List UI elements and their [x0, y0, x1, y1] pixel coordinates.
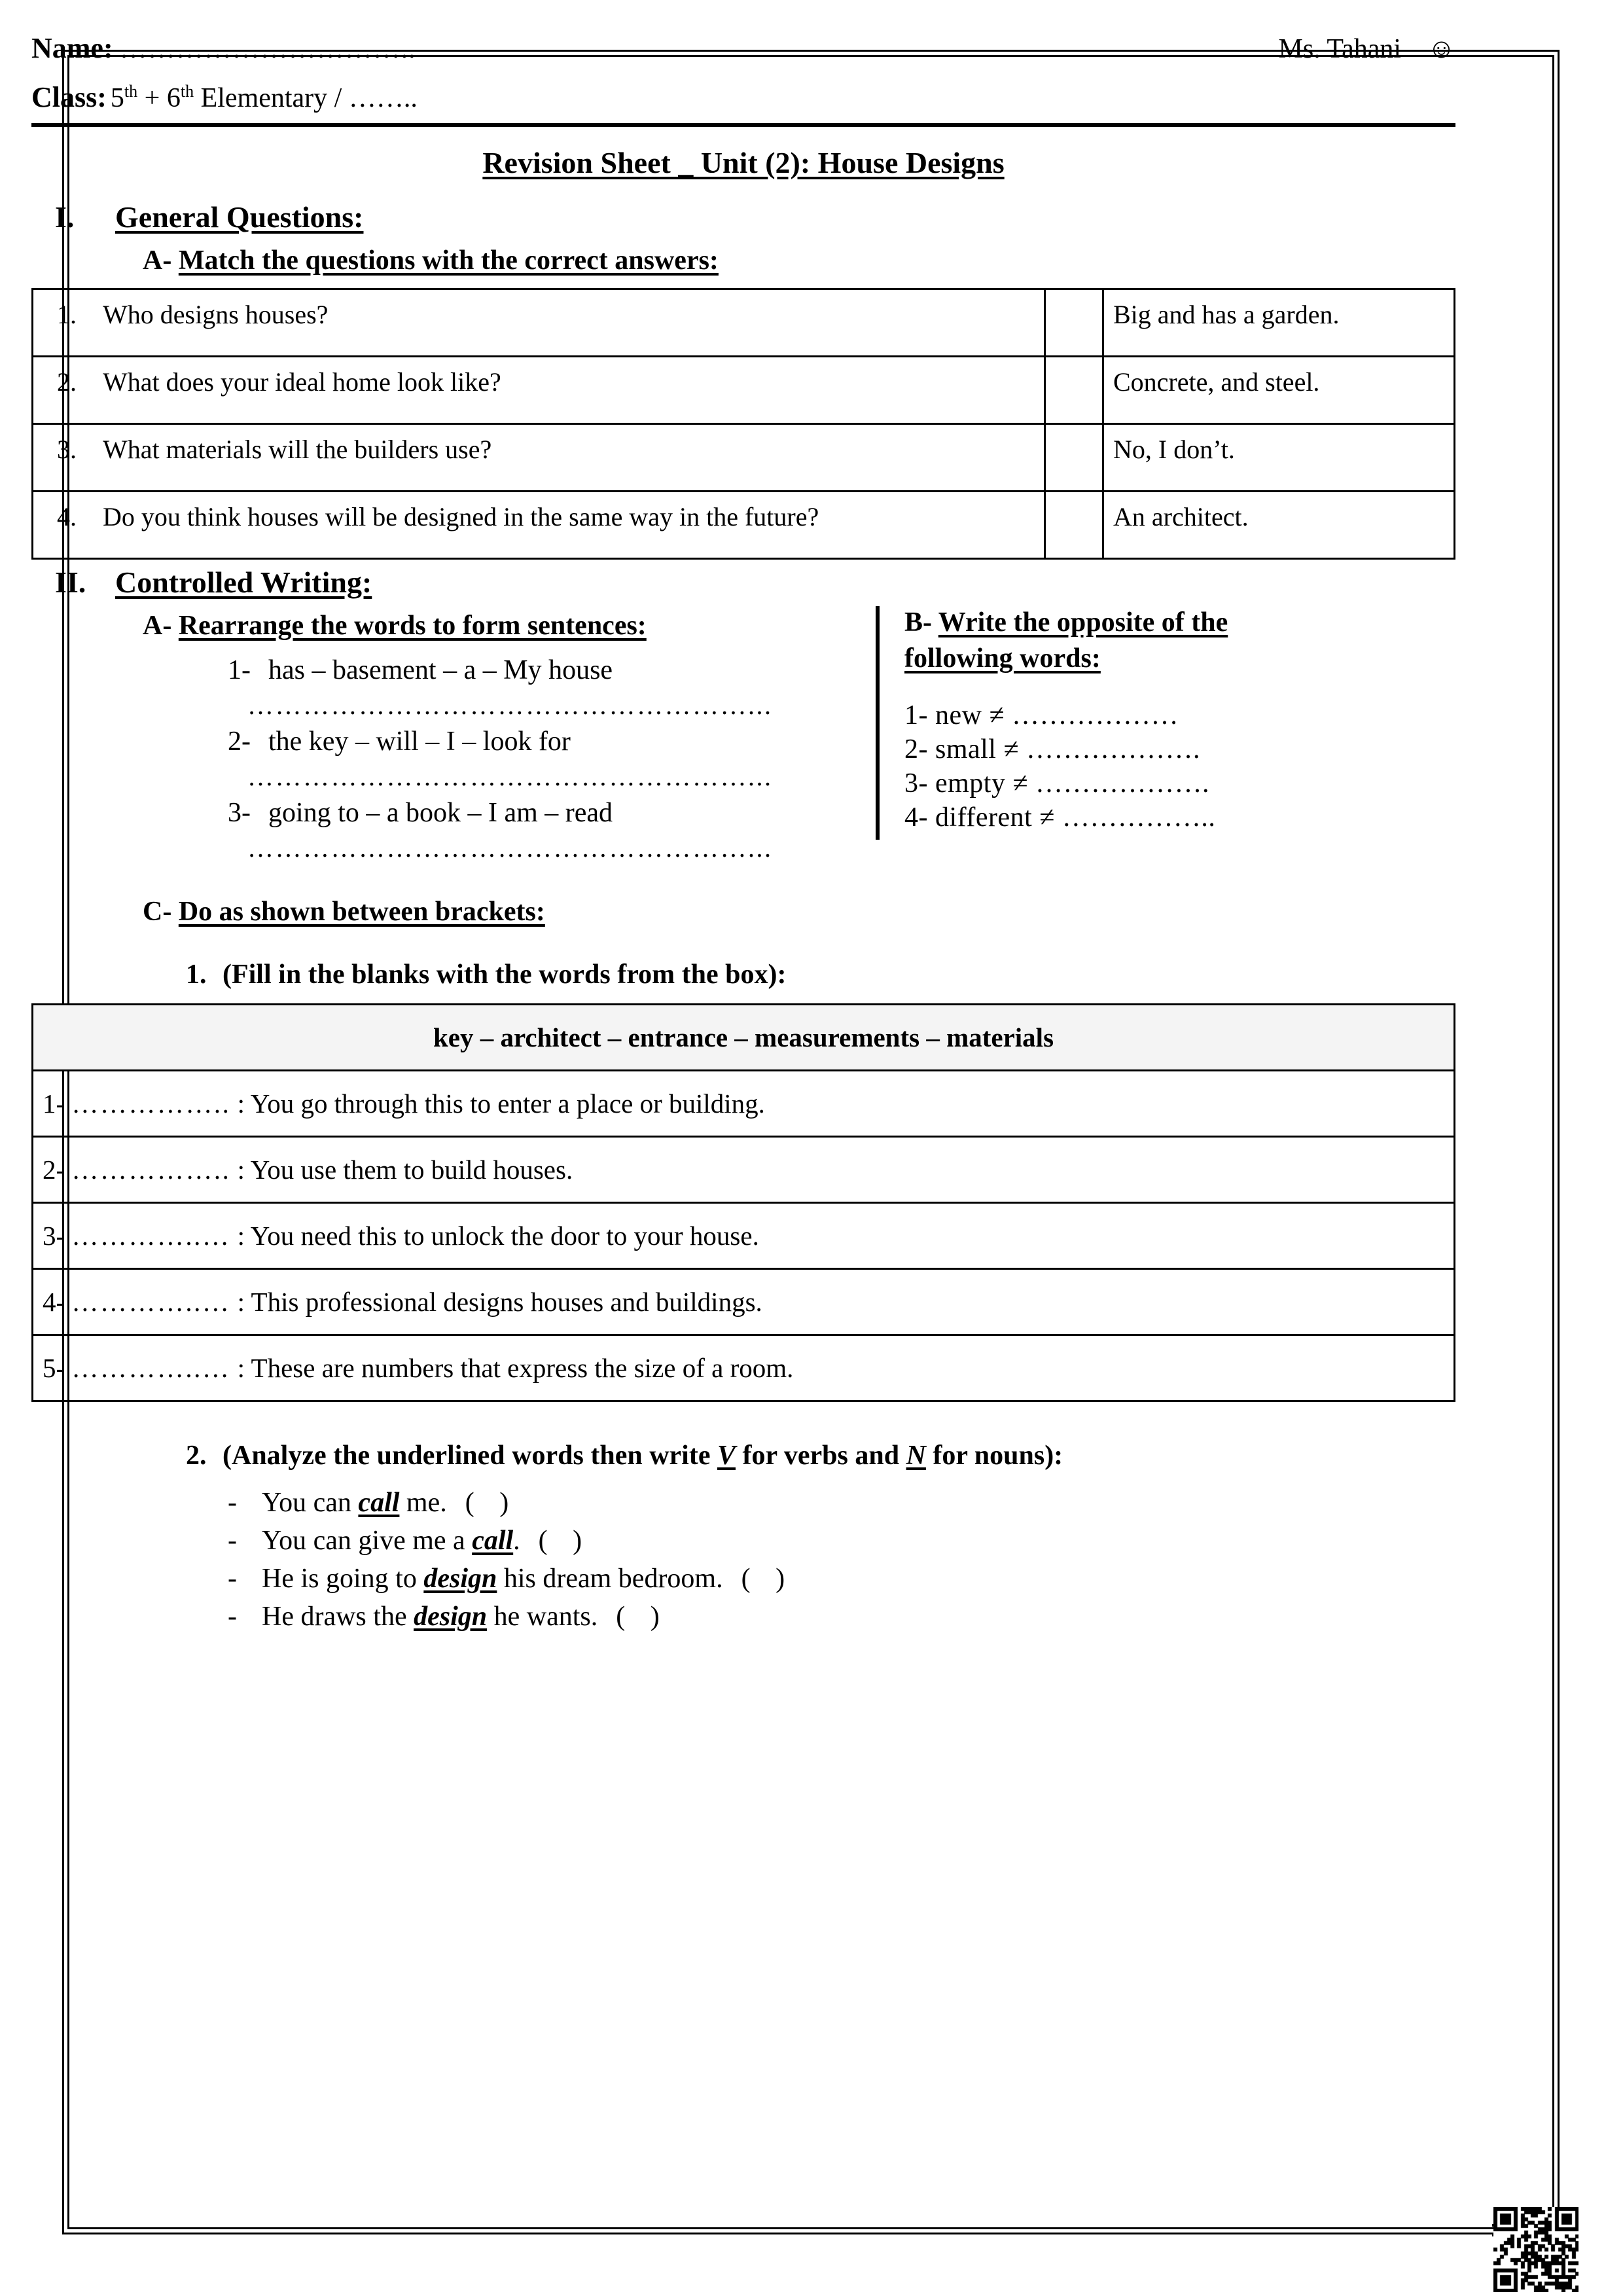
row-number: 3- — [43, 1221, 65, 1251]
blank-definition-cell — [33, 1071, 1455, 1137]
header-name-row — [31, 0, 1455, 65]
question-text: What does your ideal home look like? — [103, 367, 501, 397]
name-field-group — [31, 31, 416, 65]
opposites-column — [880, 600, 1455, 863]
sentence-post: me. — [399, 1488, 447, 1518]
part-b-text-line1: Write the opposite of the — [938, 607, 1228, 637]
answer-blank-cell[interactable] — [1045, 424, 1103, 492]
matching-table — [31, 288, 1455, 560]
section-2-part-b-heading — [904, 605, 1455, 677]
qr-code-icon — [1493, 2207, 1578, 2292]
question-text: What materials will the builders use? — [103, 435, 492, 464]
part-a-text: Match the questions with the correct answers: — [178, 245, 719, 276]
blank-dots[interactable]: …………….. — [71, 1155, 231, 1185]
answer-blank-cell[interactable] — [1045, 289, 1103, 357]
sentence-pre: He is going to — [262, 1564, 424, 1594]
smiley-icon: ☺ — [1427, 34, 1455, 64]
underlined-word: call — [472, 1526, 514, 1556]
class-rest[interactable]: Elementary / …….. — [194, 83, 418, 113]
class-label: Class: — [31, 81, 107, 113]
definition-text: : You need this to unlock the door to your house. — [237, 1221, 759, 1251]
answer-parentheses[interactable]: ( ) — [616, 1602, 669, 1632]
sentence — [262, 1563, 723, 1594]
class-ordinal-b: th — [180, 82, 194, 101]
class-plus: + — [137, 83, 167, 113]
blank-definition-cell — [33, 1335, 1455, 1401]
list-item — [31, 1480, 1455, 1518]
controlled-writing-columns — [31, 600, 1455, 863]
dash-bullet-icon: - — [228, 1602, 237, 1632]
blank-dots[interactable]: …………..… — [71, 1221, 231, 1251]
answer-cell: No, I don’t. — [1103, 424, 1455, 492]
blank-dots[interactable]: …………..… — [71, 1287, 231, 1317]
header-class-row — [31, 65, 1455, 114]
part-a-label: A- — [143, 245, 179, 276]
verb-marker: V — [717, 1441, 736, 1471]
list-item — [31, 1556, 1455, 1594]
definition-text: : You go through this to enter a place or building. — [237, 1088, 765, 1119]
noun-marker: N — [906, 1441, 926, 1471]
sentence — [262, 1487, 447, 1518]
row-number: 1- — [43, 1088, 65, 1119]
question-number: 2. — [57, 367, 77, 397]
opposites-list — [904, 677, 1455, 833]
section-heading-1 — [31, 194, 1455, 234]
question-cell — [33, 357, 1045, 424]
list-item — [31, 1594, 1455, 1632]
analyze-text-part3: for nouns): — [925, 1441, 1063, 1471]
answer-cell: Big and has a garden. — [1103, 289, 1455, 357]
sentence — [262, 1601, 597, 1632]
list-item[interactable]: 1- new ≠ ……………… — [904, 700, 1179, 730]
section-1-part-a-heading — [31, 234, 1455, 284]
answer-cell: Concrete, and steel. — [1103, 357, 1455, 424]
question-number: 3. — [57, 435, 77, 464]
question-number: 4. — [57, 502, 77, 531]
list-item — [31, 721, 876, 757]
class-ordinal-a: th — [124, 82, 138, 101]
list-item — [31, 792, 876, 829]
table-row — [33, 424, 1455, 492]
answer-line[interactable]: ………………………………………………... — [247, 691, 773, 720]
analyze-text-part1: (Analyze the underlined words then write — [223, 1441, 717, 1471]
sentence-pre: You can give me a — [262, 1526, 473, 1556]
item-number: 3- — [228, 798, 251, 828]
table-row — [33, 357, 1455, 424]
definition-text: : This professional designs houses and buildings. — [237, 1287, 762, 1317]
section-1-title: General Questions: — [115, 200, 364, 234]
table-row — [33, 1137, 1455, 1203]
row-number: 2- — [43, 1155, 65, 1185]
blank-definition-cell — [33, 1137, 1455, 1203]
page-title: Revision Sheet _ Unit (2): House Designs — [482, 146, 1005, 179]
item-text: the key – will – I – look for — [268, 726, 571, 757]
part-c-label: C- — [143, 897, 179, 927]
fill-blanks-number: 1. — [186, 960, 207, 990]
part-b-label: B- — [904, 607, 938, 637]
table-row — [33, 1071, 1455, 1137]
table-row — [33, 1335, 1455, 1401]
fill-blanks-table — [31, 1003, 1455, 1402]
row-number: 4- — [43, 1287, 65, 1317]
dash-bullet-icon: - — [228, 1564, 237, 1594]
dash-bullet-icon: - — [228, 1526, 237, 1556]
blank-definition-cell — [33, 1203, 1455, 1269]
answer-parentheses[interactable]: ( ) — [538, 1526, 592, 1556]
table-row — [33, 1269, 1455, 1335]
sentence-pre: You can — [262, 1488, 359, 1518]
item-text: has – basement – a – My house — [268, 655, 613, 685]
item-text: going to – a book – I am – read — [268, 798, 613, 828]
sentence — [262, 1525, 520, 1556]
row-number: 5- — [43, 1353, 65, 1383]
fill-blanks-text: (Fill in the blanks with the words from the box): — [223, 960, 787, 990]
list-item[interactable]: 3- empty ≠ ………………. — [904, 768, 1210, 798]
blank-definition-cell — [33, 1269, 1455, 1335]
section-2-part-c-heading — [31, 863, 1455, 927]
part-c-text: Do as shown between brackets: — [178, 897, 545, 927]
section-heading-2 — [31, 560, 1455, 600]
part-b-text-line2: following words: — [904, 643, 1101, 674]
class-grade-b: 6 — [166, 83, 181, 113]
part-a-text: Rearrange the words to form sentences: — [178, 611, 647, 641]
teacher-credit — [1279, 33, 1456, 65]
list-item — [31, 1518, 1455, 1556]
answer-parentheses[interactable]: ( ) — [465, 1488, 518, 1518]
rearrange-column — [31, 600, 876, 863]
underlined-word: call — [358, 1488, 400, 1518]
analyze-heading — [31, 1402, 1455, 1480]
name-blank[interactable]: ………………………….. — [119, 34, 416, 64]
list-item — [31, 649, 876, 686]
question-number: 1. — [57, 300, 77, 329]
word-box-row — [33, 1005, 1455, 1071]
analyze-text-part2: for verbs and — [735, 1441, 906, 1471]
answer-blank-cell[interactable] — [1045, 492, 1103, 559]
teacher-name: Ms. Tahani — [1278, 34, 1402, 64]
list-item[interactable]: 4- different ≠ …………….. — [904, 802, 1216, 833]
question-text: Who designs houses? — [103, 300, 329, 329]
question-cell — [33, 289, 1045, 357]
class-grade-a: 5 — [110, 83, 124, 113]
item-number: 2- — [228, 726, 251, 757]
dash-bullet-icon: - — [228, 1488, 237, 1518]
sentence-post: he wants. — [487, 1602, 598, 1632]
blank-dots[interactable]: …………..… — [71, 1353, 231, 1383]
section-2-part-a-heading — [31, 600, 876, 649]
part-a-label: A- — [143, 611, 179, 641]
section-1-numeral: I. — [55, 200, 75, 234]
name-label: Name: — [31, 32, 113, 64]
word-box: key – architect – entrance – measurements – materials — [33, 1005, 1455, 1071]
sentence-pre: He draws the — [262, 1602, 414, 1632]
underlined-word: design — [423, 1564, 497, 1594]
sentence-post: his dream bedroom. — [497, 1564, 723, 1594]
question-cell — [33, 492, 1045, 559]
sentence-post: . — [513, 1526, 520, 1556]
definition-text: : You use them to build houses. — [237, 1155, 573, 1185]
answer-parentheses[interactable]: ( ) — [741, 1564, 794, 1594]
table-row — [33, 289, 1455, 357]
analyze-number: 2. — [186, 1441, 207, 1471]
answer-line[interactable]: ………………………………………………... — [247, 833, 773, 863]
definition-text: : These are numbers that express the size of a room. — [237, 1353, 794, 1383]
answer-line[interactable]: ………………………………………………... — [247, 762, 773, 791]
underlined-word: design — [414, 1602, 488, 1632]
list-item[interactable]: 2- small ≠ ………………. — [904, 734, 1201, 764]
question-cell — [33, 424, 1045, 492]
table-row — [33, 1203, 1455, 1269]
question-text: Do you think houses will be designed in the same way in the future? — [103, 502, 819, 531]
section-2-numeral: II. — [55, 565, 86, 599]
section-2-title: Controlled Writing: — [115, 565, 372, 599]
blank-dots[interactable]: …………….. — [71, 1088, 231, 1119]
answer-cell: An architect. — [1103, 492, 1455, 559]
table-row — [33, 492, 1455, 559]
fill-blanks-heading — [31, 927, 1455, 1003]
answer-blank-cell[interactable] — [1045, 357, 1103, 424]
item-number: 1- — [228, 655, 251, 685]
